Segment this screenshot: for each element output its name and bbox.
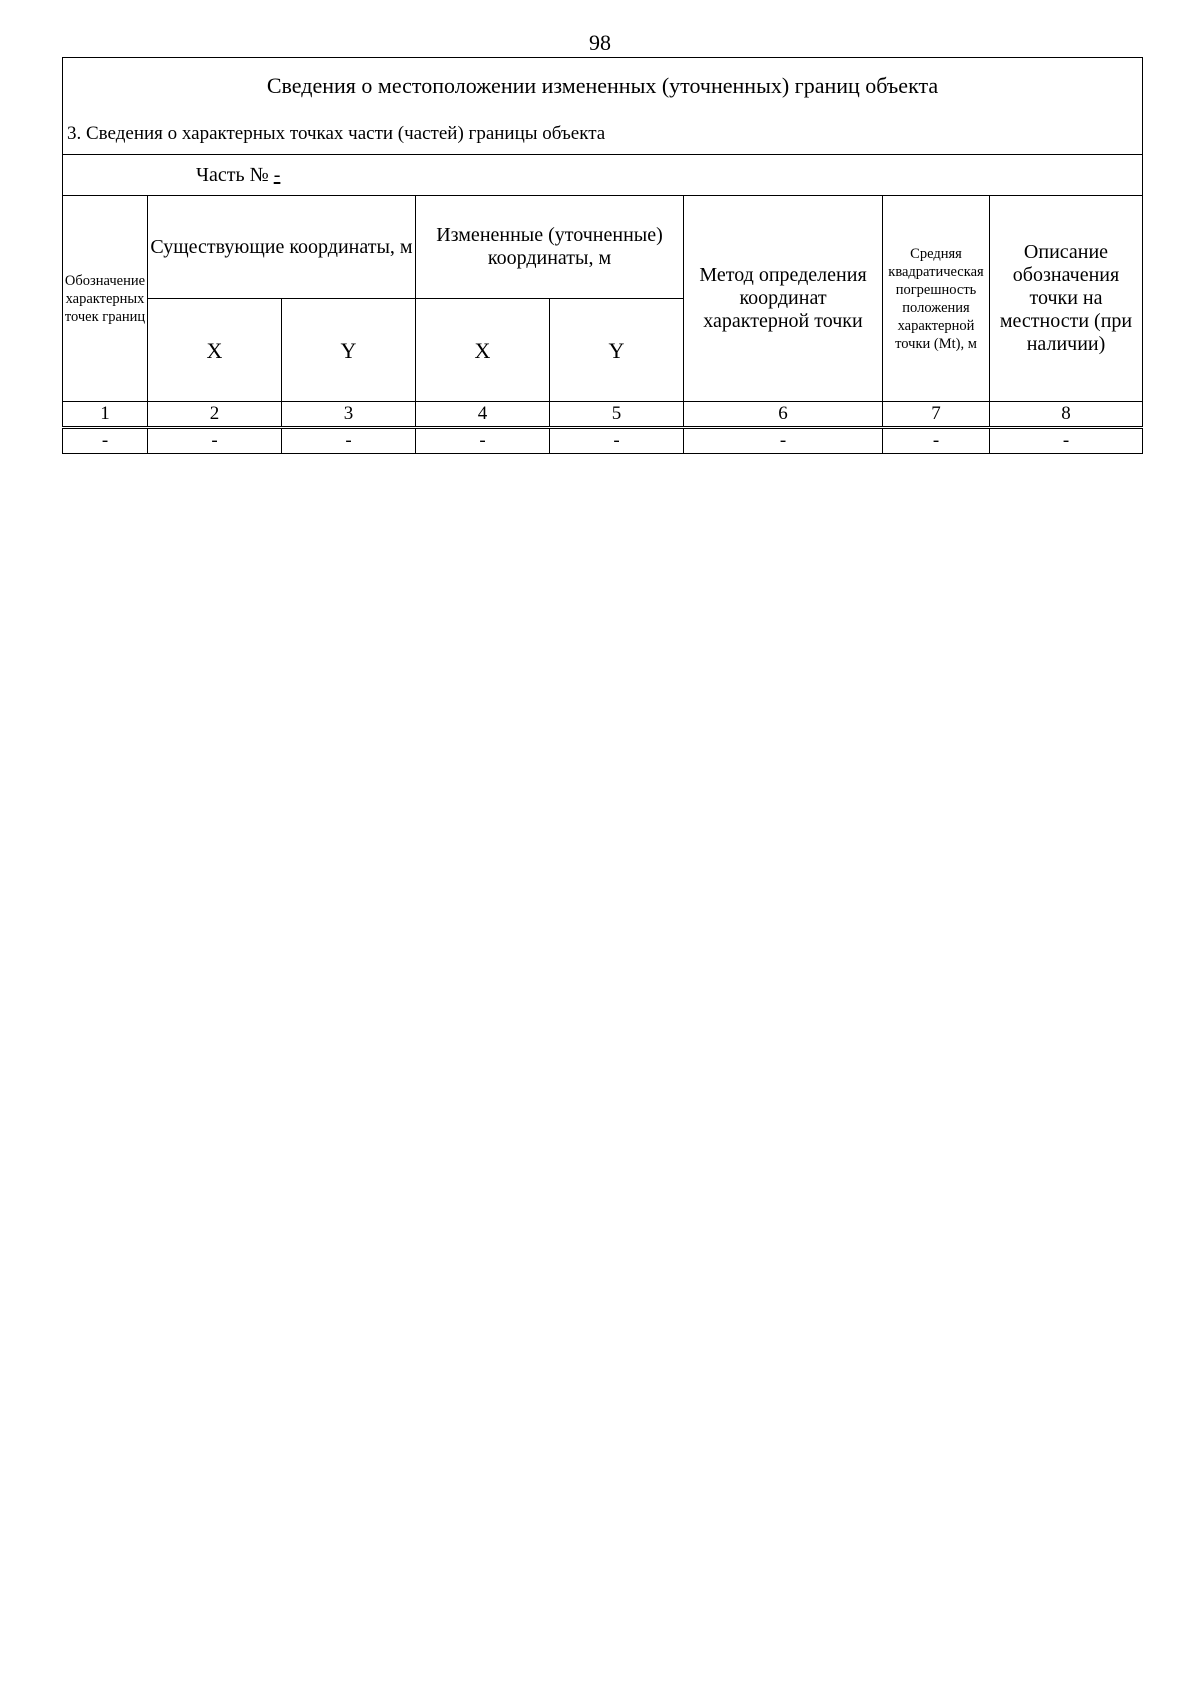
column-number: 6 <box>684 402 883 428</box>
section-heading: 3. Сведения о характерных точках части (частей) границы объекта <box>63 112 1143 155</box>
column-number-row <box>63 402 1143 428</box>
table-cell: - <box>148 428 282 454</box>
section-row <box>63 112 1143 155</box>
boundary-points-table <box>62 57 1143 454</box>
table-cell: - <box>550 428 684 454</box>
header-changed-coordinates: Измененные (уточненные) координаты, м <box>416 196 684 299</box>
header-changed-x: X <box>416 299 550 402</box>
header-description: Описание обозначения точки на местности (при наличии) <box>990 196 1143 402</box>
table-row <box>63 428 1143 454</box>
header-existing-coordinates: Существующие координаты, м <box>148 196 416 299</box>
header-method: Метод определения координат характерной точки <box>684 196 883 402</box>
column-number: 1 <box>63 402 148 428</box>
column-number: 7 <box>883 402 990 428</box>
table-cell: - <box>990 428 1143 454</box>
column-number: 3 <box>282 402 416 428</box>
part-label: Часть № <box>196 163 274 186</box>
part-number-cell <box>63 155 1143 196</box>
column-number: 2 <box>148 402 282 428</box>
column-number: 5 <box>550 402 684 428</box>
column-number: 8 <box>990 402 1143 428</box>
part-value: - <box>273 163 281 186</box>
header-row-1 <box>63 196 1143 299</box>
header-existing-y: Y <box>282 299 416 402</box>
table-cell: - <box>684 428 883 454</box>
table-cell: - <box>883 428 990 454</box>
title-row <box>63 58 1143 113</box>
column-number: 4 <box>416 402 550 428</box>
table-title: Сведения о местоположении измененных (уточненных) границ объекта <box>63 58 1143 113</box>
table-cell: - <box>63 428 148 454</box>
page-number: 98 <box>589 30 611 55</box>
table-cell: - <box>282 428 416 454</box>
header-changed-y: Y <box>550 299 684 402</box>
header-point-designation: Обозначение характерных точек границ <box>63 196 148 402</box>
table-cell: - <box>416 428 550 454</box>
header-existing-x: X <box>148 299 282 402</box>
part-row <box>63 155 1143 196</box>
header-mean-error: Средняя квадратическая погрешность положения характерной точки (Mt), м <box>883 196 990 402</box>
